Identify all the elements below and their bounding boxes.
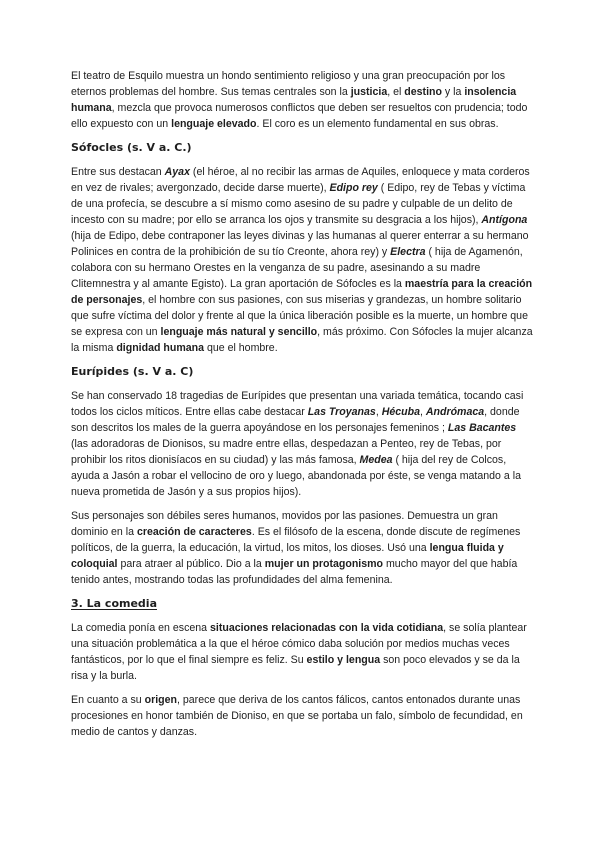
text-run: En cuanto a su <box>71 694 145 706</box>
bold-lengua-fluida: lengua fluida y coloquial <box>71 542 504 570</box>
title-ayax: Ayax <box>164 166 190 178</box>
text-run: ( Edipo, rey de Tebas y víctima de una profecía, se descubre a sí mismo como asesino de su padre y culpable de un delito de incesto con su madre; por ello se arranca los ojos y transmite su desgracia a los hijos), <box>71 182 526 226</box>
text-run: . El coro es un elemento fundamental en sus obras. <box>256 118 499 130</box>
text-run: (las adoradoras de Dionisos, su madre entre ellas, despedazan a Penteo, rey de Tebas, por prohibir los ritos dionisíacos en su ciudad) y las más famosa, <box>71 438 502 466</box>
text-run: , el <box>387 86 405 98</box>
title-troyanas: Las Troyanas <box>307 406 376 418</box>
paragraph-sofocles <box>71 164 533 356</box>
paragraph-euripides-personajes <box>71 508 533 588</box>
bold-maestria: maestría para la creación de personajes <box>71 278 533 306</box>
bold-insolencia: insolencia humana <box>71 86 517 114</box>
title-medea: Medea <box>359 454 393 466</box>
text-run: que el hombre. <box>204 342 278 354</box>
text-run: Sus personajes son débiles seres humanos, movidos por las pasiones. Demuestra un gran dominio en la <box>71 510 498 538</box>
text-run: . Es el filósofo de la escena, donde discute de regímenes políticos, de la guerra, la educación, la virtud, los mitos, los dioses. Usó una <box>71 526 521 554</box>
paragraph-origen <box>71 692 533 740</box>
text-run: (el héroe, al no recibir las armas de Aquiles, enloquece y mata corderos en vez de rivales; avergonzado, decide darse muerte), <box>71 166 530 194</box>
paragraph-esquilo <box>71 68 533 132</box>
heading-euripides: Eurípides (s. V a. C) <box>71 365 194 378</box>
text-run: para atraer al público. Dio a la <box>117 558 265 570</box>
bold-mujer-protagonismo: mujer un protagonismo <box>264 558 384 570</box>
text-run: , donde son descritos los males de la guerra apoyándose en los personajes femeninos ; <box>71 406 520 434</box>
title-hecuba: Hécuba <box>381 406 420 418</box>
text-run: , <box>375 406 382 418</box>
bold-caracteres: creación de caracteres <box>136 526 252 538</box>
text-run: y la <box>441 86 465 98</box>
text-run: , el hombre con sus pasiones, con sus miserias y grandezas, un hombre solitario que sufre víctima del dolor y frente al que la única liberación posible es la muerte, un hombre que se expresa con un <box>71 294 528 338</box>
bold-lenguaje-elevado: lenguaje elevado <box>171 118 257 130</box>
text-run: Entre sus destacan <box>71 166 165 178</box>
text-run: , <box>419 406 426 418</box>
text-run: , más próximo. Con Sófocles la mujer alcanza la misma <box>71 326 533 354</box>
heading-sofocles: Sófocles (s. V a. C.) <box>71 141 192 154</box>
bold-justicia: justicia <box>350 86 388 98</box>
text-run: , se solía plantear una situación problemática a la que el héroe cómico daba solución por medios muchas veces fantásticos, por lo que el final siempre es feliz. Su <box>71 622 527 666</box>
bold-destino: destino <box>404 86 442 98</box>
text-run: son poco elevados y se da la risa y la burla. <box>71 654 520 682</box>
title-bacantes: Las Bacantes <box>447 422 517 434</box>
text-run: La comedia ponía en escena <box>71 622 210 634</box>
bold-lenguaje-natural: lenguaje más natural y sencillo <box>160 326 318 338</box>
text-run: ( hija del rey de Colcos, ayuda a Jasón a robar el vellocino de oro y luego, abandonada por éste, se venga matando a la nueva prometida de Jasón y a sus propios hijos). <box>71 454 521 498</box>
document-page <box>71 68 533 748</box>
text-run: El teatro de Esquilo muestra un hondo sentimiento religioso y una gran preocupación por los eternos problemas del hombre. Sus temas centrales son la <box>71 70 506 98</box>
bold-dignidad: dignidad humana <box>116 342 205 354</box>
title-andromaca: Andrómaca <box>425 406 485 418</box>
paragraph-comedia <box>71 620 533 684</box>
text-run: (hija de Edipo, debe contraponer las leyes divinas y las humanas al querer enterrar a su hermano Polinices en contra de la prohibición de su tío Creonte, ahora rey) y <box>71 230 529 258</box>
title-edipo-rey: Edipo rey <box>329 182 378 194</box>
bold-origen: origen <box>144 694 177 706</box>
paragraph-euripides-obras <box>71 388 533 500</box>
bold-situaciones: situaciones relacionadas con la vida cotidiana <box>210 622 444 634</box>
heading-comedia: 3. La comedia <box>71 597 157 610</box>
title-electra: Electra <box>390 246 426 258</box>
text-run: , mezcla que provoca numerosos conflictos que deben ser resueltos con prudencia; todo ello expuesto con un <box>71 102 528 130</box>
text-run: mucho mayor del que había tenido antes, mostrando todas las profundidades del alma femenina. <box>71 558 518 586</box>
text-run: ( hija de Agamenón, colabora con su hermano Orestes en la venganza de su padre, asesinando a su madre Clitemnestra y al amante Egisto). La gran aportación de Sófocles es la <box>71 246 523 290</box>
title-antigona: Antígona <box>481 214 528 226</box>
text-run: , parece que deriva de los cantos fálicos, cantos entonados durante unas procesiones en honor también de Dioniso, en que se portaba un falo, símbolo de fecundidad, en medio de cantos y danzas. <box>71 694 523 738</box>
text-run: Se han conservado 18 tragedias de Eurípides que presentan una variada temática, tocando casi todos los ciclos míticos. Entre ellas cabe destacar <box>71 390 524 418</box>
bold-estilo-lengua: estilo y lengua <box>306 654 381 666</box>
